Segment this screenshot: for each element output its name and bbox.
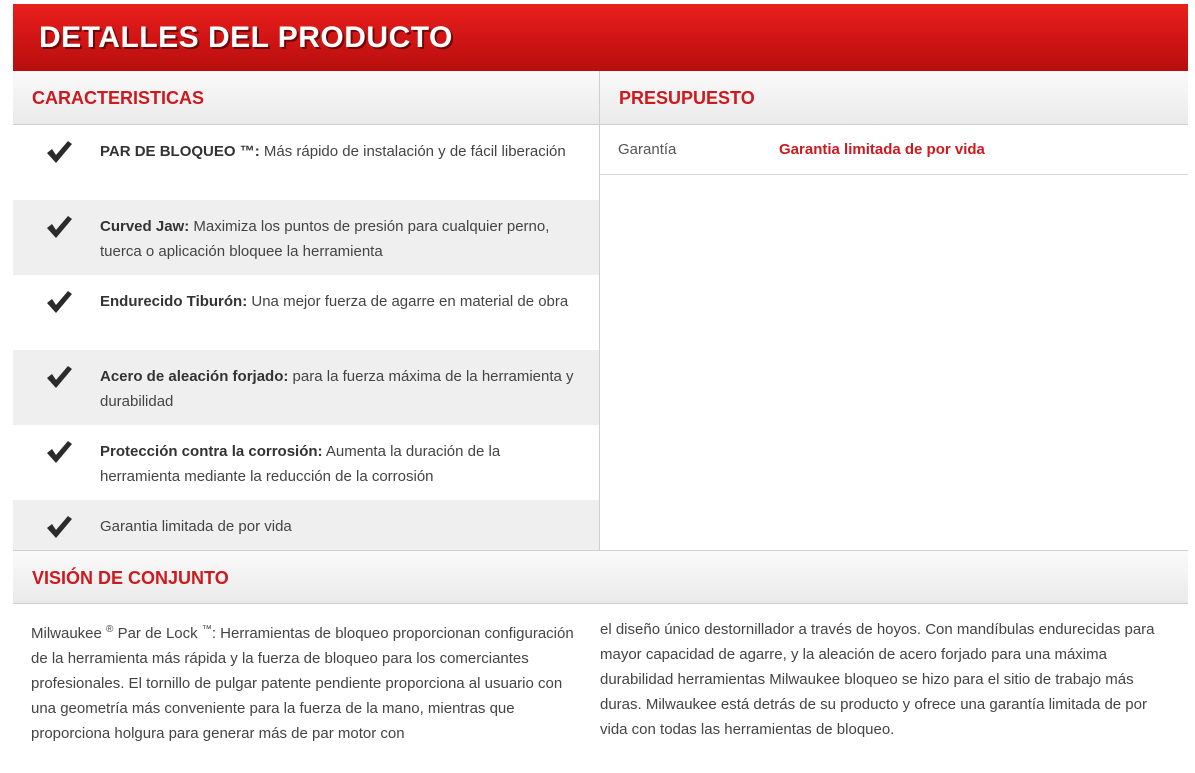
budget-heading: PRESUPUESTO: [619, 88, 755, 108]
feature-text: [100, 139, 580, 164]
feature-name: Endurecido Tiburón:: [100, 293, 248, 310]
overview-paragraph-right: el diseño único destornillador a través de hoyos. Con mandíbulas endurecidas para mayor capacidad de agarre, y la aleación de acero forjado para una máxima durabilidad herramientas Milwaukee bloqueo se hizo para el sitio de trabajo más duras. Milwaukee está detrás de su producto y ofrece una garantía limitada de por vida con todas las herramientas de bloqueo.: [600, 621, 1155, 738]
feature-description: Garantia limitada de por vida: [100, 518, 292, 535]
feature-description: Aumenta la duración de la herramienta mediante la reducción de la corrosión: [100, 443, 501, 485]
feature-name: PAR DE BLOQUEO ™:: [100, 143, 260, 160]
feature-text: [100, 214, 580, 264]
overview-heading: VISIÓN DE CONJUNTO: [32, 568, 229, 588]
checkmark-icon: [45, 364, 73, 390]
feature-text: [100, 364, 580, 414]
features-list: [13, 125, 599, 550]
feature-name: Protección contra la corrosión:: [100, 443, 323, 460]
overview-header: [13, 550, 1188, 604]
registered-mark: ®: [106, 624, 114, 635]
checkmark-icon: [45, 214, 73, 240]
checkmark-icon: [45, 514, 73, 540]
feature-name: Curved Jaw:: [100, 218, 190, 235]
trademark-mark: ™: [201, 624, 212, 635]
feature-text: [100, 439, 580, 489]
budget-row: [600, 125, 1188, 175]
overview-paragraph-left: : Herramientas de bloqueo proporcionan configuración de la herramienta más rápida y la fuerza de bloqueo para los comerciantes profesionales. El tornillo de pulgar patente pendiente proporciona al usuario con una geometría más conveniente para la fuerza de la mano, mientras que proporciona holgura para generar más de par motor con: [31, 625, 574, 742]
feature-text: [100, 289, 580, 314]
feature-item: [13, 125, 599, 200]
feature-text: [100, 514, 580, 539]
feature-name: Acero de aleación forjado:: [100, 368, 289, 385]
warranty-value: Garantia limitada de por vida: [779, 141, 985, 158]
checkmark-icon: [45, 289, 73, 315]
features-header: [13, 71, 599, 125]
budget-header: [600, 71, 1188, 125]
feature-item: [13, 200, 599, 275]
feature-description: para la fuerza máxima de la herramienta y durabilidad: [100, 368, 574, 410]
feature-description: Una mejor fuerza de agarre en material de obra: [247, 293, 569, 310]
brand-name: Milwaukee: [31, 625, 102, 642]
product-name: Par de Lock: [113, 625, 202, 642]
overview-text-left: [31, 617, 586, 746]
feature-item: [13, 275, 599, 350]
feature-description: Maximiza los puntos de presión para cualquier perno, tuerca o aplicación bloquee la herramienta: [100, 218, 550, 260]
feature-item: [13, 425, 599, 500]
feature-description: Más rápido de instalación y de fácil liberación: [259, 143, 566, 160]
checkmark-icon: [45, 439, 73, 465]
feature-item: [13, 350, 599, 425]
warranty-label: Garantía: [618, 141, 677, 158]
checkmark-icon: [45, 139, 73, 165]
features-heading: CARACTERISTICAS: [32, 88, 205, 108]
header-banner: [13, 4, 1188, 71]
feature-item: [13, 500, 599, 550]
page-title: DETALLES DEL PRODUCTO: [39, 21, 453, 54]
